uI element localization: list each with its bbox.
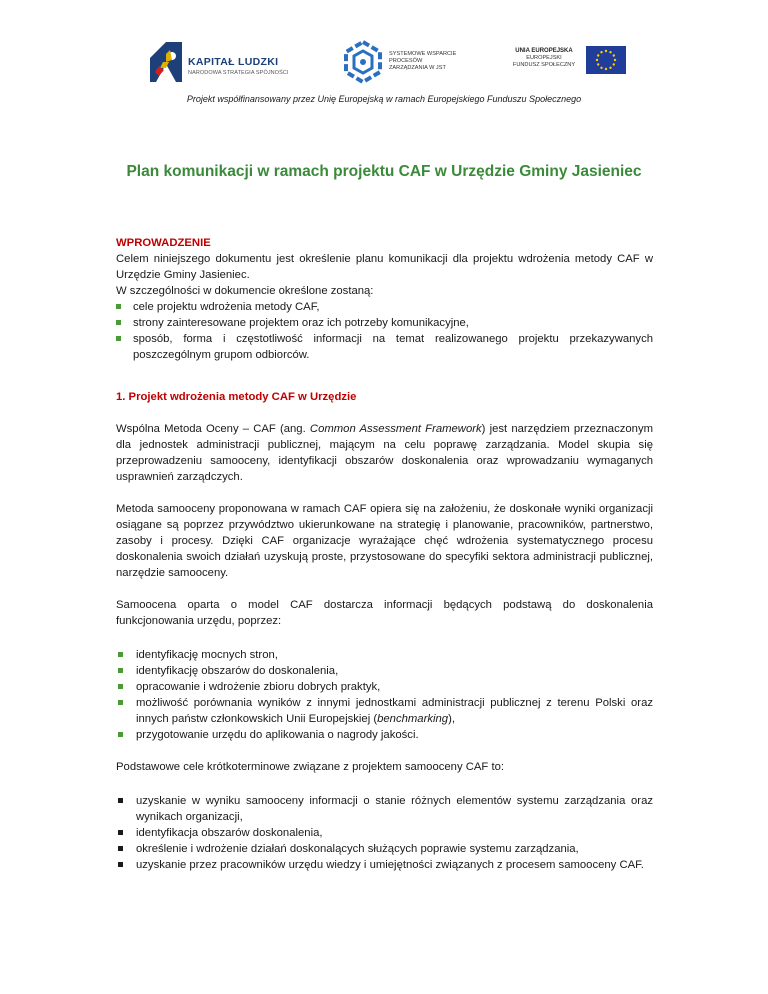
goal-item: uzyskanie w wyniku samooceny informacji o stanie różnych elementów systemu zarządzania oraz wynikach organizacji,	[116, 793, 653, 825]
benefit-item: identyfikację mocnych stron,	[116, 647, 653, 663]
s1-p1-start: Wspólna Metoda Oceny – CAF (ang.	[116, 423, 310, 435]
document-title: Plan komunikacji w ramach projektu CAF w Urzędzie Gminy Jasieniec	[126, 163, 642, 180]
benefit-item: opracowanie i wdrożenie zbioru dobrych praktyk,	[116, 679, 653, 695]
s1-p1-emphasis: Common Assessment Framework	[309, 423, 482, 435]
cofinance-note: Projekt współfinansowany przez Unię Europejską w ramach Europejskiego Funduszu Społecznego	[186, 94, 582, 104]
kapital-ludzki-subtitle: NARODOWA STRATEGIA SPÓJNOŚCI	[188, 70, 289, 76]
benefit-item	[116, 695, 653, 727]
goal-item: identyfikacja obszarów doskonalenia,	[116, 825, 653, 841]
benefit-item: przygotowanie urzędu do aplikowania o nagrody jakości.	[116, 727, 653, 743]
intro-list-item: sposób, forma i częstotliwość informacji na temat realizowanego projektu przekazywanych poszczególnym grupom odbiorców.	[116, 331, 653, 363]
systemowe-line-3: ZARZĄDZANIA W JST	[389, 64, 446, 71]
benefit-4-end: ),	[448, 713, 455, 725]
section-1-paragraph-1	[116, 421, 653, 485]
intro-list-item: cele projektu wdrożenia metody CAF,	[116, 299, 653, 315]
goal-item: uzyskanie przez pracowników urzędu wiedzy i umiejętności związanych z procesem samooceny CAF.	[116, 857, 653, 873]
document-body	[116, 235, 653, 873]
hexagon-logo-icon	[343, 40, 383, 84]
section-1-paragraph-3: Samoocena oparta o model CAF dostarcza informacji będących podstawą do doskonalenia funkcjonowania urzędu, poprzez:	[116, 599, 653, 627]
systemowe-line-2: PROCESÓW	[389, 57, 423, 64]
systemowe-wsparcie-logo	[343, 40, 463, 86]
header-logos	[0, 40, 768, 88]
kapital-ludzki-logo	[150, 42, 302, 84]
intro-heading: WPROWADZENIE	[116, 237, 211, 249]
kapital-ludzki-emblem-icon	[150, 42, 182, 82]
section-1-goals-list	[116, 793, 653, 873]
intro-list-item: strony zainteresowane projektem oraz ich potrzeby komunikacyjne,	[116, 315, 653, 331]
section-1-benefits-list	[116, 647, 653, 743]
eu-flag-icon	[586, 46, 626, 74]
unia-europejska-logo	[508, 46, 623, 86]
section-1-heading: 1. Projekt wdrożenia metody CAF w Urzędzie	[116, 391, 357, 403]
systemowe-line-1: SYSTEMOWE WSPARCIE	[389, 51, 457, 57]
intro-paragraph-1: Celem niniejszego dokumentu jest określenie planu komunikacji dla projektu wdrożenia metody CAF w Urzędzie Gminy Jasieniec.	[116, 253, 653, 281]
systemowe-wsparcie-text	[389, 51, 469, 71]
intro-list	[116, 299, 653, 363]
benefit-item: identyfikację obszarów do doskonalenia,	[116, 663, 653, 679]
benefit-4-emphasis: benchmarking	[377, 713, 449, 725]
ue-line-1: EUROPEJSKI	[526, 55, 562, 61]
intro-paragraph-2: W szczególności w dokumencie określone zostaną:	[116, 285, 374, 297]
ue-line-2: FUNDUSZ SPOŁECZNY	[512, 62, 576, 68]
ue-title: UNIA EUROPEJSKA	[515, 48, 573, 54]
section-1-paragraph-4: Podstawowe cele krótkoterminowe związane z projektem samooceny CAF to:	[116, 761, 505, 773]
benefit-4-start: możliwość porównania wyników z innymi jednostkami administracji publicznej z terenu Polski oraz innych państw członkowskich Unii Europejskiej (	[136, 697, 653, 725]
kapital-ludzki-title: KAPITAŁ LUDZKI	[188, 56, 279, 68]
goal-item: określenie i wdrożenie działań doskonalących służących poprawie systemu zarządzania,	[116, 841, 653, 857]
section-1-paragraph-2: Metoda samooceny proponowana w ramach CAF opiera się na założeniu, że doskonałe wyniki organizacji osiągane są poprzez przywództwo ukierunkowane na strategię i planowanie, pracowników, partnerstwo, zasoby i procesy. Dzięki CAF organizacje wyrażające chęć wdrożenia systematycznego procesu doskonalenia swoich działań uzyskują proste, przystosowane do specyfiki sektora administracji publicznej, narzędzie samooceny.	[116, 503, 653, 579]
ue-text	[508, 48, 580, 69]
s1-p1-end: ) jest narzędziem przeznaczonym dla jednostek administracji publicznej, mającym na celu poprawę zarządzania. Model skupia się przeprowadzeniu samooceny, identyfikacji obszarów doskonalenia oraz wprowadzaniu wymaganych usprawnień zarządczych.	[116, 423, 654, 483]
